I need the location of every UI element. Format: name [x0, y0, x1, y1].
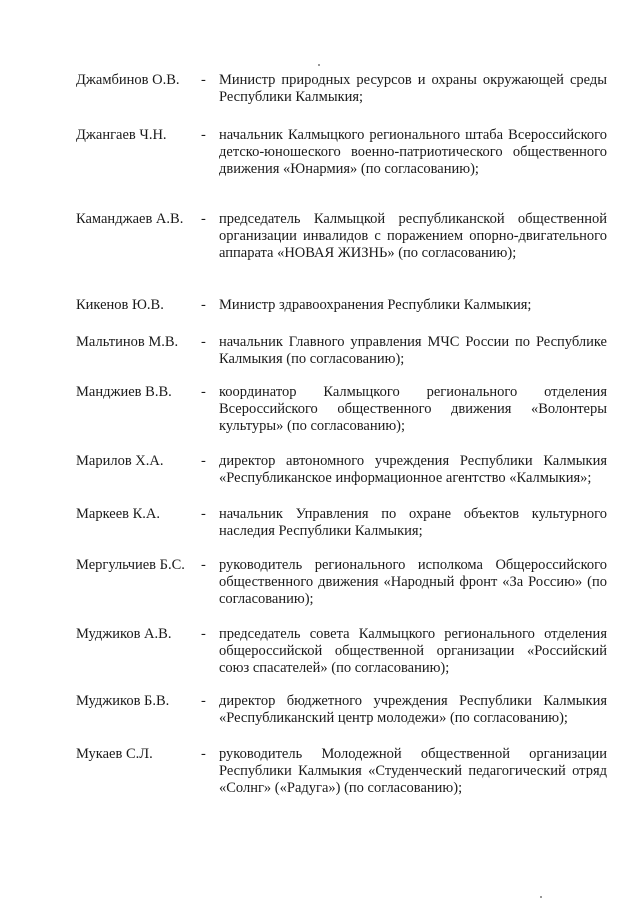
member-position: Министр здравоохранения Республики Калмыкия;: [219, 297, 532, 313]
member-position: директор автономного учреждения Республики Калмыкия «Республиканское информационное агентство «Калмыкия»;: [219, 453, 607, 486]
scan-speck: [540, 896, 542, 898]
member-name: Маркеев К.А.: [76, 506, 160, 522]
separator-dash: -: [201, 127, 206, 143]
member-name: Марилов Х.А.: [76, 453, 164, 469]
member-name: Мергульчиев Б.С.: [76, 557, 185, 573]
member-name: Кикенов Ю.В.: [76, 297, 164, 313]
separator-dash: -: [201, 453, 206, 469]
member-name: Каманджаев А.В.: [76, 211, 184, 227]
member-name: Манджиев В.В.: [76, 384, 172, 400]
member-position: начальник Главного управления МЧС России по Республике Калмыкия (по согласованию);: [219, 334, 607, 367]
member-position: председатель Калмыцкой республиканской общественной организации инвалидов с поражением опорно-двигательного аппарата «НОВАЯ ЖИЗНЬ» (по согласованию);: [219, 211, 607, 261]
member-position: руководитель регионального исполкома Общероссийского общественного движения «Народный фронт «За Россию» (по согласованию);: [219, 557, 607, 607]
member-position: начальник Управления по охране объектов культурного наследия Республики Калмыкия;: [219, 506, 607, 539]
member-name: Муджиков Б.В.: [76, 693, 170, 709]
member-name: Мальтинов М.В.: [76, 334, 179, 350]
separator-dash: -: [201, 211, 206, 227]
separator-dash: -: [201, 557, 206, 573]
separator-dash: -: [201, 384, 206, 400]
member-position: начальник Калмыцкого регионального штаба Всероссийского детско-юношеского военно-патриотического общественного движения «Юнармия» (по согласованию);: [219, 127, 607, 177]
member-name: Джангаев Ч.Н.: [76, 127, 167, 143]
separator-dash: -: [201, 626, 206, 642]
separator-dash: -: [201, 506, 206, 522]
scan-speck: [318, 64, 320, 66]
separator-dash: -: [201, 693, 206, 709]
member-position: Министр природных ресурсов и охраны окружающей среды Республики Калмыкия;: [219, 72, 607, 105]
separator-dash: -: [201, 72, 206, 88]
member-position: координатор Калмыцкого регионального отделения Всероссийского общественного движения «Волонтеры культуры» (по согласованию);: [219, 384, 607, 434]
member-name: Джамбинов О.В.: [76, 72, 180, 88]
separator-dash: -: [201, 746, 206, 762]
member-name: Муджиков А.В.: [76, 626, 172, 642]
member-position: председатель совета Калмыцкого регионального отделения общероссийской общественной организации «Российский союз спасателей» (по согласованию);: [219, 626, 607, 676]
member-position: директор бюджетного учреждения Республики Калмыкия «Республиканский центр молодежи» (по согласованию);: [219, 693, 607, 726]
separator-dash: -: [201, 334, 206, 350]
member-name: Мукаев С.Л.: [76, 746, 153, 762]
separator-dash: -: [201, 297, 206, 313]
member-position: руководитель Молодежной общественной организации Республики Калмыкия «Студенческий педагогический отряд «Солнг» («Радуга») (по согласованию);: [219, 746, 607, 796]
